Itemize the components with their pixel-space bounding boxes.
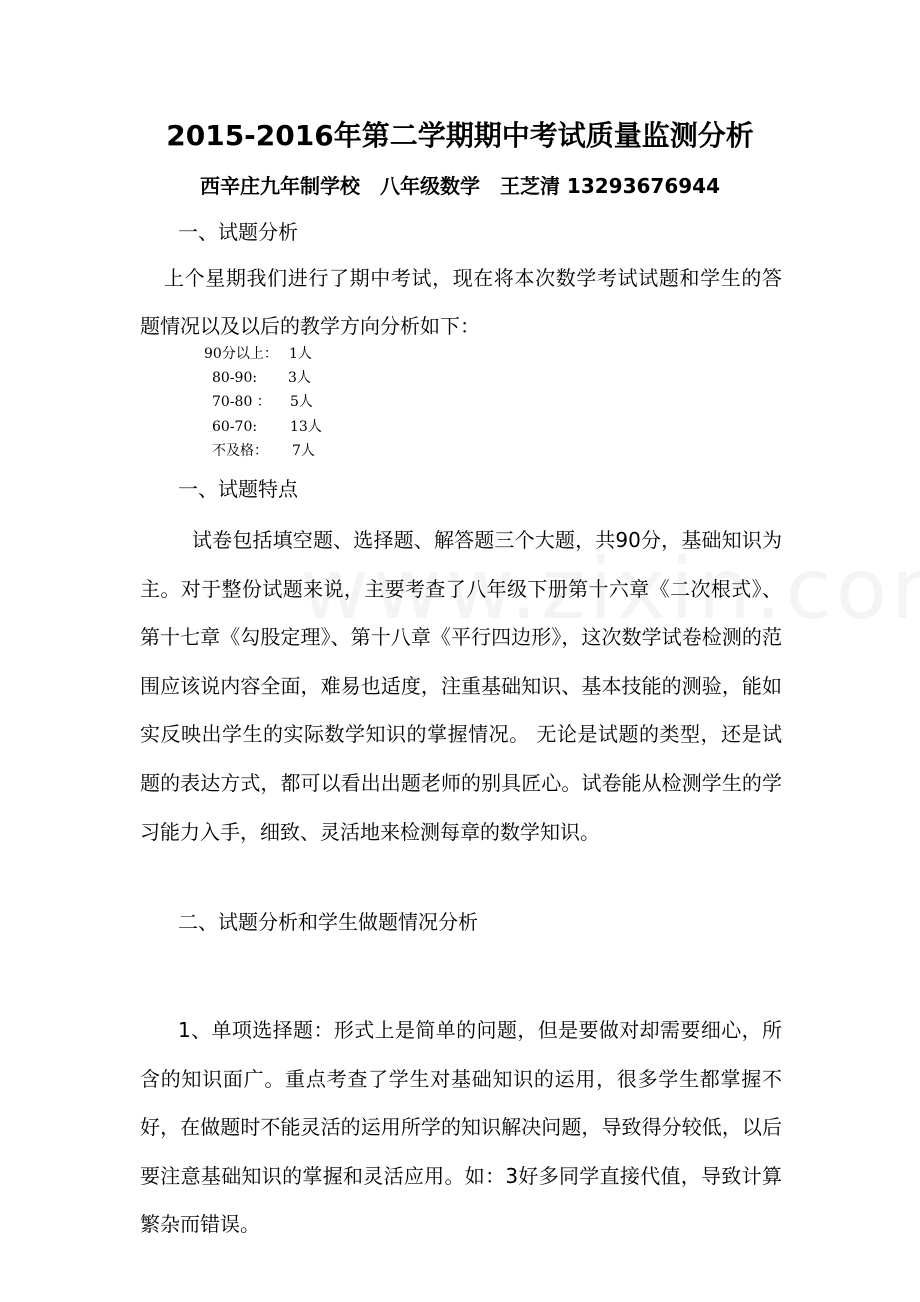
student-analysis-paragraph: 1、单项选择题：形式上是简单的问题，但是要做对却需要细心，所含的知识面广。重点考查了学生对基础知识的运用，很多学生都掌握不好，在做题时不能灵活的运用所学的知识解决问题，导致得分较低，以后要注意基础知识的掌握和灵活应用。如：3好多同学直接代值，导致计算繁杂而错误。 — [140, 1018, 782, 1237]
section-heading-test-features: 一、试题特点 — [178, 477, 298, 501]
score-count: 13人 — [290, 418, 322, 435]
score-range: 80-90: — [212, 370, 258, 387]
score-range: 90分以上： — [204, 346, 278, 362]
score-count: 3人 — [288, 370, 311, 387]
section-heading-test-analysis: 一、试题分析 — [178, 220, 298, 244]
intro-paragraph: 上个星期我们进行了期中考试，现在将本次数学考试试题和学生的答题情况以及以后的教学方向分析如下： — [140, 266, 782, 338]
score-range: 70-80 ： — [212, 394, 271, 411]
score-row — [204, 415, 322, 439]
score-row — [204, 366, 311, 390]
score-row — [204, 439, 315, 463]
score-distribution — [204, 342, 322, 463]
document-subtitle: 西辛庄九年制学校 八年级数学 王芝清 13293676944 — [199, 174, 721, 198]
features-paragraph: 试卷包括填空题、选择题、解答题三个大题，共90分，基础知识为主。对于整份试题来说，主要考查了八年级下册第十六章《二次根式》、第十七章《勾股定理》、第十八章《平行四边形》，这次数学试卷检测的范围应该说内容全面，难易也适度，注重基础知识、基本技能的测验，能如实反映出学生的实际数学知识的掌握情况。 无论是试题的类型，还是试题的表达方式，都可以看出出题老师的别具匠心。试卷能从检测学生的学习能力入手，细致、灵活地来检测每章的数学知识。 — [140, 528, 782, 844]
score-row — [204, 390, 313, 414]
score-row — [204, 342, 312, 366]
score-range: 不及格： — [212, 442, 268, 459]
score-count: 5人 — [290, 394, 313, 411]
score-count: 1人 — [289, 346, 312, 362]
document-title: 2015-2016年第二学期期中考试质量监测分析 — [166, 119, 754, 152]
section-heading-student-analysis: 二、试题分析和学生做题情况分析 — [178, 910, 478, 934]
score-count: 7人 — [292, 442, 315, 459]
score-range: 60-70: — [212, 418, 258, 435]
